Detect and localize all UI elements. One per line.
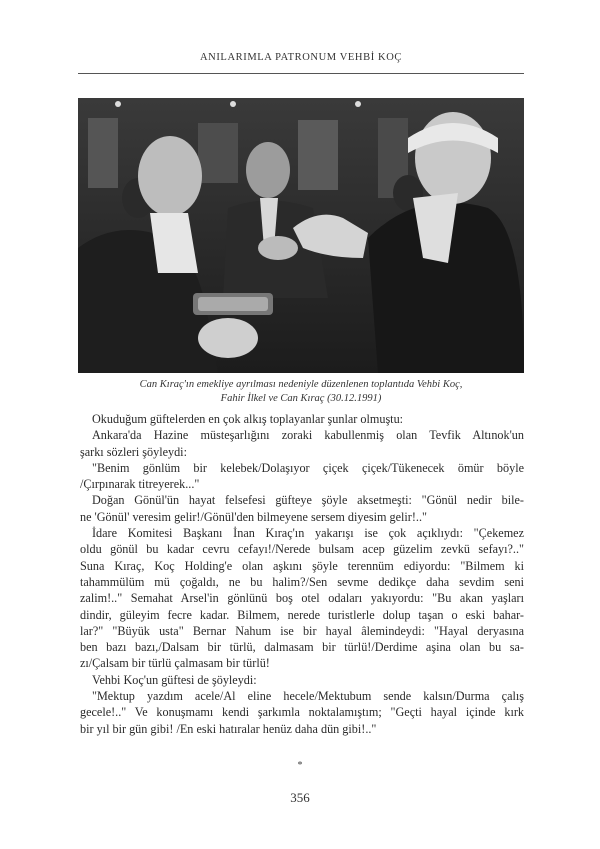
text-line: "Benim gönlüm bir kelebek/Dolaşıyor çiçek çiçek/Tükenecek ömür böyle <box>92 460 524 475</box>
text-line: Vehbi Koç'un güftesi de şöyleydi: <box>92 672 257 687</box>
text-line: zı/Çalsam bir türlü çalmasam bir türlü! <box>80 656 270 671</box>
photograph-illustration <box>78 98 524 373</box>
text-line: İdare Komitesi Başkanı İnan Kıraç'ın yakarışı ise çok açıklıydı: "Çekemez <box>92 526 524 541</box>
text-line: Doğan Gönül'ün hayat felsefesi güfteye şöyle aksetmeşti: "Gönül nedir bile- <box>92 493 524 508</box>
text-line: dindir, güleyim fecre kadar. Bilmem, nerede turistlerle dolup taşan o eski bahar- <box>80 607 524 622</box>
header-rule <box>78 73 524 74</box>
text-line: oldu gönül bu kadar cevru cefayı!/Nerede bulsam acep güzelim zevkü sefayı?.." <box>80 542 524 557</box>
text-line: Ankara'da Hazine müsteşarlığını zoraki kabullenmiş olan Tevfik Altınok'un <box>92 428 524 443</box>
text-line: şarkı sözleri şöyleydi: <box>80 444 187 459</box>
body-text <box>80 411 524 737</box>
caption-line: Can Kıraç'ın emekliye ayrılması nedeniyle düzenlenen toplantıda Vehbi Koç, <box>139 379 463 390</box>
page-number: 356 <box>290 790 310 805</box>
running-header: ANILARIMLA PATRONUM VEHBİ KOÇ <box>199 52 403 63</box>
photograph <box>78 98 524 373</box>
caption-line: Fahir İlkel ve Can Kıraç (30.12.1991) <box>220 393 382 404</box>
text-line: tahammülüm mü çoğaldı, ne bu halim?/Sen sevme dedikçe daha sevdim seni <box>80 574 524 589</box>
photo-caption <box>78 378 524 406</box>
text-line: bir yıl bir gün gibi! /En eski hatıralar henüz daha dün gibi!.." <box>80 721 377 736</box>
text-line: ben bazı bazı,/Dalsam bir türlü, dalmasam bir türlü!/Derdime aşina olan bu sa- <box>80 640 524 655</box>
text-line: Okuduğum güftelerden en çok alkış toplayanlar şunlar olmuştu: <box>92 412 404 426</box>
text-line: Suna Kıraç, Koç Holding'e olan aşkını şöyle terennüm ediyordu: "Bilmem ki <box>80 558 524 573</box>
text-line: zalim!.." Semahat Arsel'in gönlünü boş otel odaları yakıyordu: "Bu akan yaşları <box>80 591 524 606</box>
text-line: ne 'Gönül' veresim gelir!/Gönül'den bilmeyene sersem diyesim gelir!.." <box>80 509 427 524</box>
section-separator: * <box>297 760 303 771</box>
text-line: /Çırpınarak titreyerek..." <box>80 477 200 492</box>
text-line: "Mektup yazdım acele/Al eline hecele/Mektubum sende kalsın/Durma çalış <box>92 689 524 704</box>
text-line: gecele!.." Ve konuşmamı kendi şarkımla noktalamıştım; "Geçti hayal içinde kırk <box>80 705 524 720</box>
text-line: lar?" "Büyük usta" Bernar Nahum ise bir hayal âlemindeydi: "Hayal deryasına <box>80 623 524 638</box>
